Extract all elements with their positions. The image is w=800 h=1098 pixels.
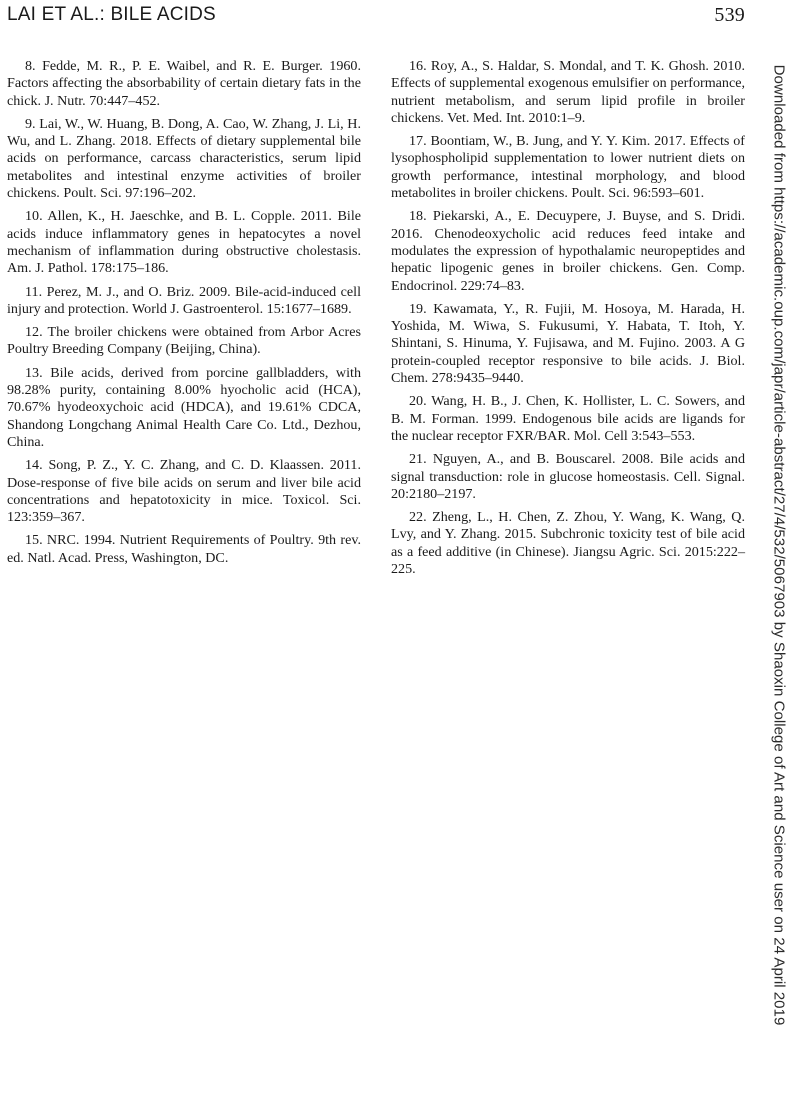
reference-18: 18. Piekarski, A., E. Decuypere, J. Buyse, and S. Dridi. 2016. Chenodeoxycholic acid reduces feed intake and modulates the expression of hypothalamic neuropeptides and hepatic lipogenic genes in broiler chickens. Gen. Comp. Endocrinol. 229:74–83.: [391, 208, 745, 294]
reference-21: 21. Nguyen, A., and B. Bouscarel. 2008. Bile acids and signal transduction: role in glucose homeostasis. Cell. Signal. 20:2180–2197.: [391, 451, 745, 502]
reference-9: 9. Lai, W., W. Huang, B. Dong, A. Cao, W. Zhang, J. Li, H. Wu, and L. Zhang. 2018. Effects of dietary supplemental bile acids on performance, carcass characteristics, serum lipid metabolites and intestinal enzyme activities of broiler chickens. Poult. Sci. 97:196–202.: [7, 115, 361, 202]
reference-10: 10. Allen, K., H. Jaeschke, and B. L. Copple. 2011. Bile acids induce inflammatory genes in hepatocytes a novel mechanism of inflammation during obstructive cholestasis. Am. J. Pathol. 178:175–186.: [7, 208, 361, 277]
reference-13: 13. Bile acids, derived from porcine gallbladders, with 98.28% purity, containing 8.00% hyocholic acid (HCA), 70.67% hyodeoxychoic acid (HDCA), and 19.61% CDCA, Shandong Longchang Animal Health Care Co. Ltd., Dezhou, China.: [7, 364, 361, 450]
reference-15: 15. NRC. 1994. Nutrient Requirements of Poultry. 9th rev. ed. Natl. Acad. Press, Washington, DC.: [7, 532, 361, 566]
running-head: [7, 4, 745, 30]
reference-12: 12. The broiler chickens were obtained from Arbor Acres Poultry Breeding Company (Beijing, China).: [7, 324, 361, 358]
reference-14: 14. Song, P. Z., Y. C. Zhang, and C. D. Klaassen. 2011. Dose-response of five bile acids on serum and liver bile acid concentrations and hepatotoxicity in mice. Toxicol. Sci. 123:359–367.: [7, 457, 361, 526]
reference-16: 16. Roy, A., S. Haldar, S. Mondal, and T. K. Ghosh. 2010. Effects of supplemental exogenous emulsifier on performance, nutrient metabolism, and serum lipid profile in broiler chickens. Vet. Med. Int. 2010:1–9.: [391, 58, 745, 126]
reference-11: 11. Perez, M. J., and O. Briz. 2009. Bile-acid-induced cell injury and protection. World J. Gastroenterol. 15:1677–1689.: [7, 283, 361, 317]
reference-22: 22. Zheng, L., H. Chen, Z. Zhou, Y. Wang, K. Wang, Q. Lvy, and Y. Zhang. 2015. Subchronic toxicity test of bile acid as a feed additive (in Chinese). Jiangsu Agric. Sci. 2015:222–225.: [391, 509, 745, 578]
page-number: 539: [714, 4, 745, 26]
references-right-column: [391, 58, 745, 584]
reference-19: 19. Kawamata, Y., R. Fujii, M. Hosoya, M. Harada, H. Yoshida, M. Wiwa, S. Fukusumi, Y. Habata, T. Itoh, Y. Shintani, S. Hinuma, Y. Fujisawa, and M. Fujino. 2003. A G protein-coupled receptor responsive to bile acids. J. Biol. Chem. 278:9435–9440.: [391, 300, 745, 387]
reference-8: 8. Fedde, M. R., P. E. Waibel, and R. E. Burger. 1960. Factors affecting the absorbability of certain dietary fats in the chick. J. Nutr. 70:447–452.: [7, 58, 361, 109]
running-title: LAI ET AL.: BILE ACIDS: [7, 4, 216, 25]
download-notice: Downloaded from https://academic.oup.com/japr/article-abstract/27/4/532/5067903 by Shaoxin College of Art and Science user on 24 April 2019: [770, 64, 788, 1026]
reference-17: 17. Boontiam, W., B. Jung, and Y. Y. Kim. 2017. Effects of lysophospholipid supplementation to lower nutrient diets on growth performance, intestinal morphology, and blood metabolites in broiler chickens. Poult. Sci. 96:593–601.: [391, 133, 745, 202]
reference-20: 20. Wang, H. B., J. Chen, K. Hollister, L. C. Sowers, and B. M. Forman. 1999. Endogenous bile acids are ligands for the nuclear receptor FXR/BAR. Mol. Cell 3:543–553.: [391, 393, 745, 444]
references-left-column: [7, 58, 361, 573]
